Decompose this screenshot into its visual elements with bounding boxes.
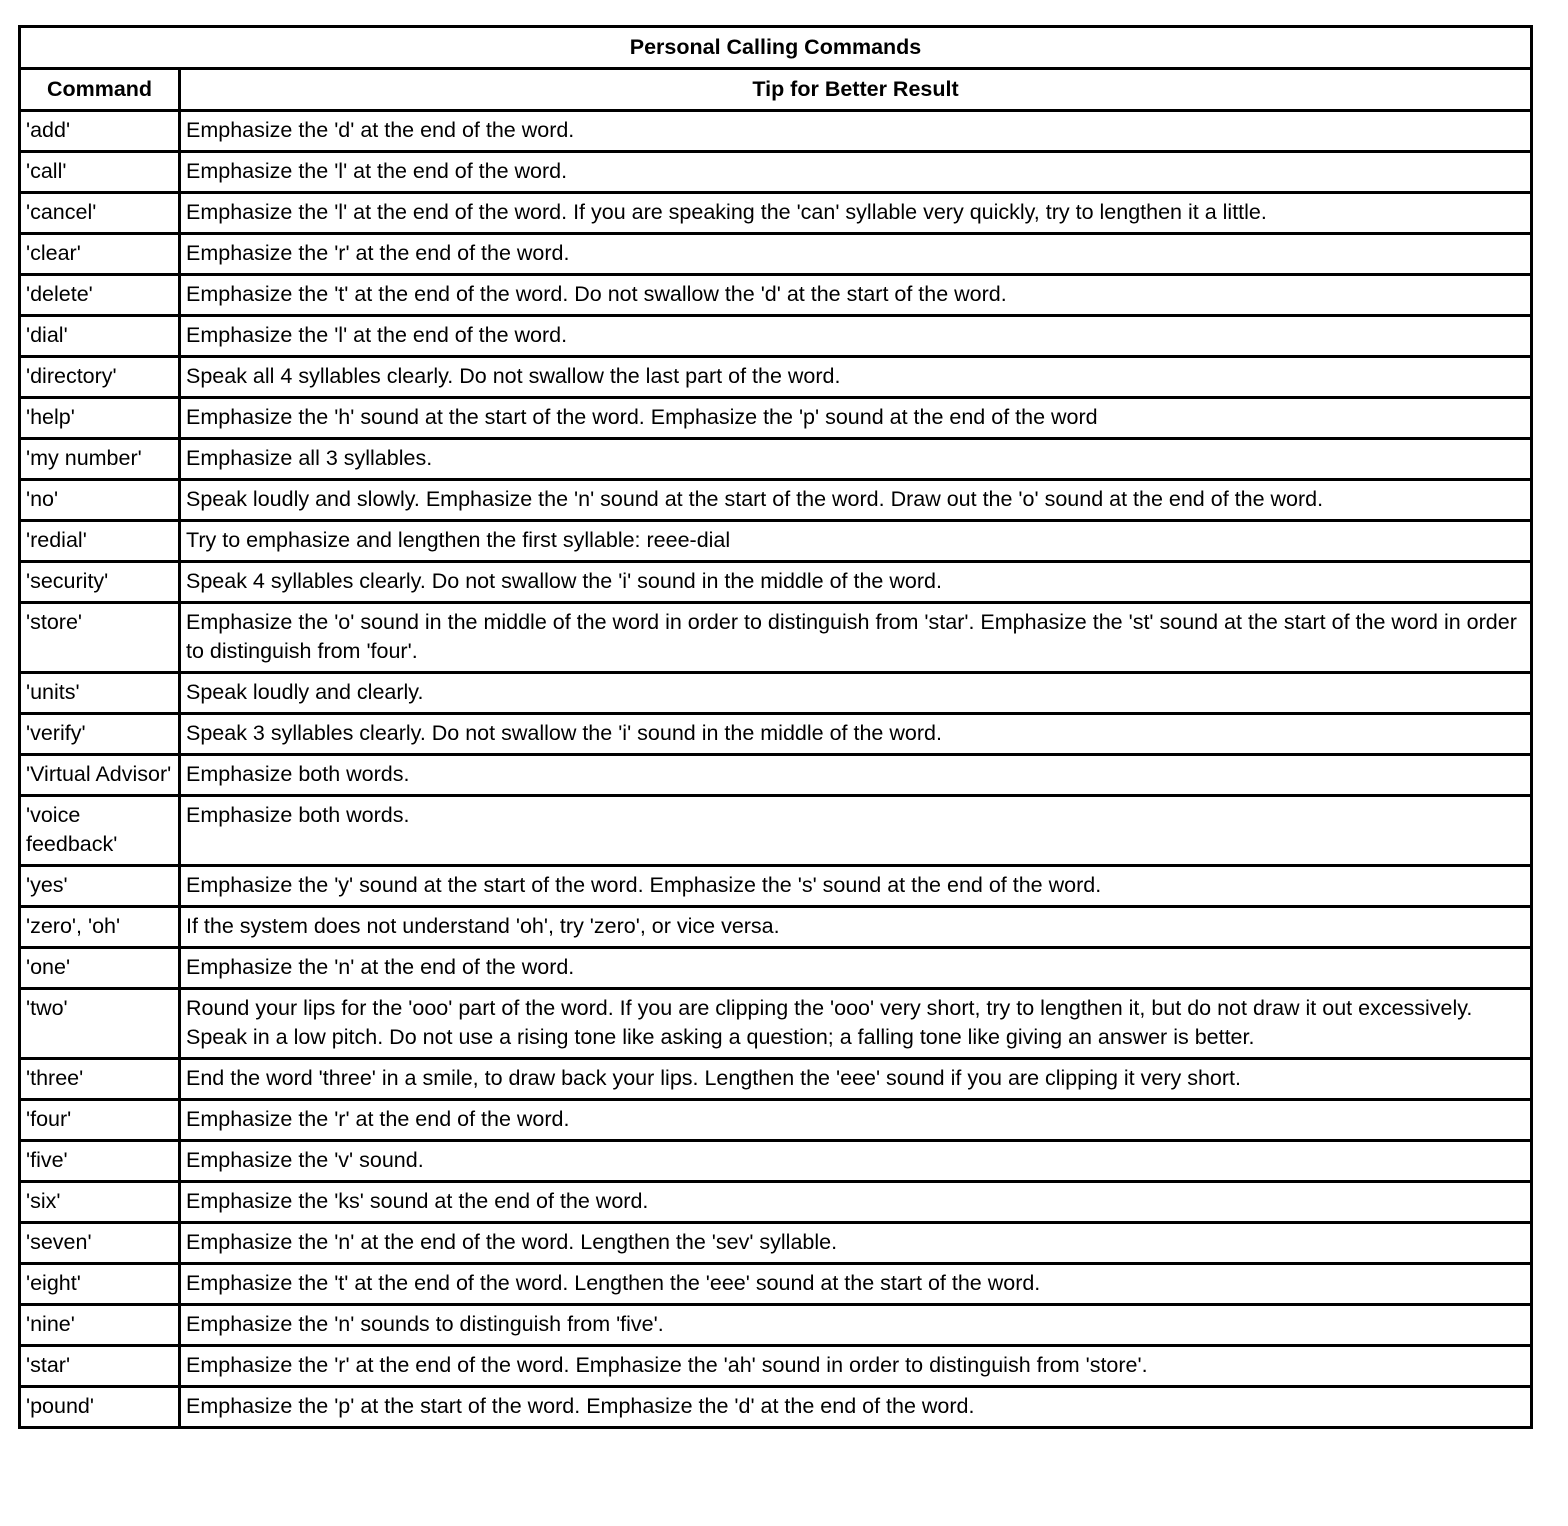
table-row bbox=[20, 673, 1532, 714]
commands-table bbox=[18, 25, 1533, 1429]
table-row bbox=[20, 398, 1532, 439]
command-cell: 'six' bbox=[20, 1182, 180, 1223]
table-head bbox=[20, 27, 1532, 111]
command-cell: 'help' bbox=[20, 398, 180, 439]
table-row bbox=[20, 152, 1532, 193]
table-row bbox=[20, 480, 1532, 521]
tip-cell: Emphasize the 'l' at the end of the word. If you are speaking the 'can' syllable very quickly, try to lengthen it a little. bbox=[180, 193, 1532, 234]
tip-cell: Emphasize the 'y' sound at the start of the word. Emphasize the 's' sound at the end of the word. bbox=[180, 866, 1532, 907]
command-cell: 'directory' bbox=[20, 357, 180, 398]
tip-cell: Emphasize the 't' at the end of the word. Do not swallow the 'd' at the start of the word. bbox=[180, 275, 1532, 316]
tip-cell: Try to emphasize and lengthen the first syllable: reee-dial bbox=[180, 521, 1532, 562]
table-row bbox=[20, 796, 1532, 866]
command-cell: 'nine' bbox=[20, 1305, 180, 1346]
table-row bbox=[20, 275, 1532, 316]
command-cell: 'seven' bbox=[20, 1223, 180, 1264]
command-cell: 'star' bbox=[20, 1346, 180, 1387]
table-title: Personal Calling Commands bbox=[20, 27, 1532, 69]
command-cell: 'no' bbox=[20, 480, 180, 521]
tip-cell: Emphasize all 3 syllables. bbox=[180, 439, 1532, 480]
table-row bbox=[20, 866, 1532, 907]
table-row bbox=[20, 1346, 1532, 1387]
tip-cell: Emphasize the 'l' at the end of the word. bbox=[180, 152, 1532, 193]
command-cell: 'call' bbox=[20, 152, 180, 193]
command-cell: 'three' bbox=[20, 1059, 180, 1100]
command-cell: 'yes' bbox=[20, 866, 180, 907]
table-row bbox=[20, 1059, 1532, 1100]
tip-cell: Emphasize the 'ks' sound at the end of the word. bbox=[180, 1182, 1532, 1223]
table-row bbox=[20, 714, 1532, 755]
table-row bbox=[20, 989, 1532, 1059]
command-cell: 'voice feedback' bbox=[20, 796, 180, 866]
tip-cell: Emphasize the 'r' at the end of the word. Emphasize the 'ah' sound in order to distinguish from 'store'. bbox=[180, 1346, 1532, 1387]
tip-cell: Emphasize the 'r' at the end of the word. bbox=[180, 234, 1532, 275]
command-cell: 'store' bbox=[20, 603, 180, 673]
tip-cell: Emphasize the 'd' at the end of the word. bbox=[180, 111, 1532, 152]
header-row bbox=[20, 69, 1532, 111]
table-row bbox=[20, 948, 1532, 989]
tip-cell: Speak loudly and slowly. Emphasize the 'n' sound at the start of the word. Draw out the 'o' sound at the end of the word. bbox=[180, 480, 1532, 521]
title-row bbox=[20, 27, 1532, 69]
tip-cell: If the system does not understand 'oh', try 'zero', or vice versa. bbox=[180, 907, 1532, 948]
command-cell: 'Virtual Advisor' bbox=[20, 755, 180, 796]
tip-cell: Emphasize the 'r' at the end of the word. bbox=[180, 1100, 1532, 1141]
command-cell: 'verify' bbox=[20, 714, 180, 755]
table-row bbox=[20, 111, 1532, 152]
tip-cell: Speak all 4 syllables clearly. Do not swallow the last part of the word. bbox=[180, 357, 1532, 398]
tip-cell: Emphasize the 'n' at the end of the word. Lengthen the 'sev' syllable. bbox=[180, 1223, 1532, 1264]
table-row bbox=[20, 521, 1532, 562]
tip-cell: Emphasize the 'n' sounds to distinguish from 'five'. bbox=[180, 1305, 1532, 1346]
command-cell: 'delete' bbox=[20, 275, 180, 316]
table-row bbox=[20, 439, 1532, 480]
command-cell: 'four' bbox=[20, 1100, 180, 1141]
tip-cell: Emphasize both words. bbox=[180, 755, 1532, 796]
command-cell: 'one' bbox=[20, 948, 180, 989]
tip-cell: Emphasize the 'n' at the end of the word. bbox=[180, 948, 1532, 989]
tip-cell: Emphasize the 'v' sound. bbox=[180, 1141, 1532, 1182]
column-header-command: Command bbox=[20, 69, 180, 111]
tip-cell: Emphasize the 't' at the end of the word. Lengthen the 'eee' sound at the start of the word. bbox=[180, 1264, 1532, 1305]
table-row bbox=[20, 1264, 1532, 1305]
table-row bbox=[20, 1223, 1532, 1264]
command-cell: 'two' bbox=[20, 989, 180, 1059]
command-cell: 'units' bbox=[20, 673, 180, 714]
table-row bbox=[20, 316, 1532, 357]
command-cell: 'my number' bbox=[20, 439, 180, 480]
table-row bbox=[20, 357, 1532, 398]
tip-cell: Emphasize the 'l' at the end of the word. bbox=[180, 316, 1532, 357]
command-cell: 'pound' bbox=[20, 1387, 180, 1428]
command-cell: 'clear' bbox=[20, 234, 180, 275]
table-row bbox=[20, 1100, 1532, 1141]
table-row bbox=[20, 1387, 1532, 1428]
tip-cell: Emphasize the 'o' sound in the middle of the word in order to distinguish from 'star'. Emphasize the 'st' sound at the start of the word in order to distinguish from 'four'. bbox=[180, 603, 1532, 673]
command-cell: 'zero', 'oh' bbox=[20, 907, 180, 948]
table-row bbox=[20, 193, 1532, 234]
column-header-tip: Tip for Better Result bbox=[180, 69, 1532, 111]
command-cell: 'cancel' bbox=[20, 193, 180, 234]
command-cell: 'five' bbox=[20, 1141, 180, 1182]
table-row bbox=[20, 603, 1532, 673]
tip-cell: Speak 3 syllables clearly. Do not swallow the 'i' sound in the middle of the word. bbox=[180, 714, 1532, 755]
tip-cell: Round your lips for the 'ooo' part of the word. If you are clipping the 'ooo' very short, try to lengthen it, but do not draw it out excessively. Speak in a low pitch. Do not use a rising tone like asking a question; a falling tone like giving an answer is better. bbox=[180, 989, 1532, 1059]
tip-cell: Speak 4 syllables clearly. Do not swallow the 'i' sound in the middle of the word. bbox=[180, 562, 1532, 603]
table-row bbox=[20, 755, 1532, 796]
command-cell: 'redial' bbox=[20, 521, 180, 562]
command-cell: 'add' bbox=[20, 111, 180, 152]
table-row bbox=[20, 234, 1532, 275]
tip-cell: End the word 'three' in a smile, to draw back your lips. Lengthen the 'eee' sound if you are clipping it very short. bbox=[180, 1059, 1532, 1100]
table-body bbox=[20, 111, 1532, 1428]
table-row bbox=[20, 907, 1532, 948]
table-row bbox=[20, 1305, 1532, 1346]
tip-cell: Emphasize the 'p' at the start of the word. Emphasize the 'd' at the end of the word. bbox=[180, 1387, 1532, 1428]
command-cell: 'dial' bbox=[20, 316, 180, 357]
tip-cell: Emphasize the 'h' sound at the start of the word. Emphasize the 'p' sound at the end of the word bbox=[180, 398, 1532, 439]
command-cell: 'eight' bbox=[20, 1264, 180, 1305]
table-row bbox=[20, 1182, 1532, 1223]
table-row bbox=[20, 562, 1532, 603]
command-cell: 'security' bbox=[20, 562, 180, 603]
tip-cell: Emphasize both words. bbox=[180, 796, 1532, 866]
table-row bbox=[20, 1141, 1532, 1182]
tip-cell: Speak loudly and clearly. bbox=[180, 673, 1532, 714]
